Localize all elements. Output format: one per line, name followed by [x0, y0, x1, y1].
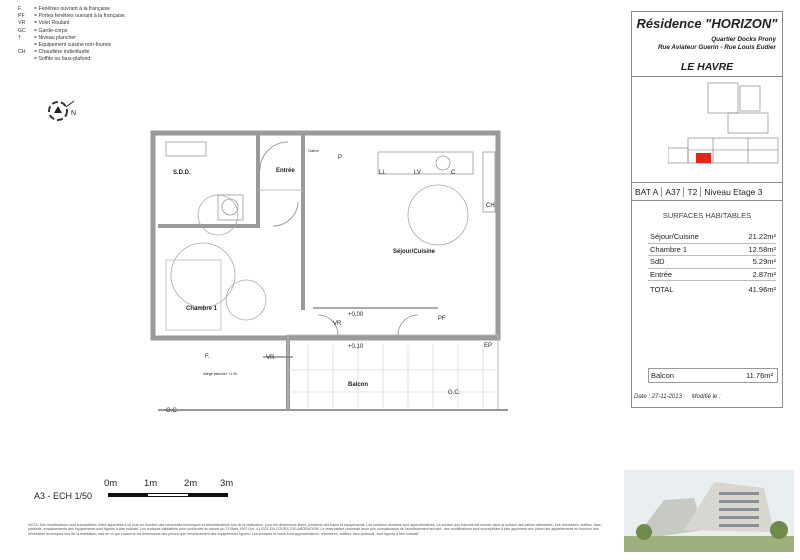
legend-item [18, 20, 208, 27]
legend-key: F. [18, 6, 23, 12]
legend-text: = Fenêtres ouvrant à la française [34, 6, 110, 12]
legend-item [18, 13, 208, 20]
label-ep: EP [484, 343, 493, 349]
surface-room: Séjour/Cuisine [650, 232, 699, 242]
legend-item [18, 28, 208, 35]
label-ll: LL [379, 170, 386, 176]
residence-title: Résidence "HORIZON" [636, 16, 778, 31]
label-vr-1: VR [333, 321, 342, 327]
scale-bar-seg-3 [188, 493, 228, 497]
room-label-entree: Entrée [276, 168, 295, 174]
svg-text:N: N [71, 110, 77, 117]
legend-text: = Chaudière individuelle [34, 49, 90, 56]
info-panel [631, 11, 783, 408]
label-p: P [338, 155, 343, 161]
surfaces-table [648, 231, 776, 281]
scale-tick-3: 3m [220, 478, 234, 489]
legend-item [18, 56, 208, 63]
total-value: 41.96m² [748, 285, 776, 295]
surface-row [648, 256, 776, 269]
legend-key: PF [18, 13, 25, 20]
compass-icon [38, 93, 82, 129]
scale-tick-0: 0m [104, 478, 118, 489]
balcony-label: Balcon [651, 371, 674, 380]
district: Quartier Docks Prony [711, 36, 776, 43]
scale-label: A3 - ECH 1/50 [34, 491, 93, 501]
surface-row [648, 269, 776, 282]
label-gc-1: G.C. [166, 408, 179, 414]
balcony-value: 11.76m² [746, 371, 773, 380]
surface-room: Chambre 1 [650, 244, 688, 254]
legend-text: = Equipement cuisine non-fournis [34, 42, 112, 49]
balcony-row [648, 368, 778, 383]
site-map-thumbnail [668, 78, 782, 182]
lot-number: A37 [661, 187, 683, 197]
scale-tick-1: 1m [144, 478, 158, 489]
room-label-balcon: Balcon [348, 382, 369, 388]
surface-row [648, 244, 776, 257]
legend-key: † [18, 34, 21, 41]
legend-key: GC [18, 27, 26, 34]
room-label-sdd: S.D.D. [173, 170, 191, 176]
scale-bar-seg-1 [108, 493, 148, 497]
legend-item [18, 35, 208, 42]
label-allege: Allège plancher +1.00 [203, 372, 237, 376]
legend-text: = Soffite ou faux-plafond [34, 56, 91, 63]
divider [632, 76, 782, 77]
surface-area: 12.58m² [748, 244, 776, 254]
surface-area: 2.87m² [752, 269, 776, 279]
modified: Modifié le : [691, 394, 721, 400]
streets: Rue Aviateur Guerin - Rue Louis Eudier [657, 44, 776, 51]
legend [18, 6, 208, 64]
label-f: F. [205, 354, 210, 360]
legend-text: = Portes fenêtres ouvrant à la française. [34, 13, 127, 20]
level: Niveau Etage 3 [700, 187, 765, 197]
legend-item [18, 49, 208, 56]
label-c: C [451, 170, 456, 176]
legend-key [18, 42, 34, 49]
label-gaine: Gaine [308, 148, 319, 153]
scale-bar-seg-2 [148, 493, 188, 497]
room-label-sejour: Séjour/Cuisine [393, 249, 436, 255]
legend-key: CH [18, 49, 26, 56]
room-label-chambre: Chambre 1 [186, 306, 218, 312]
legend-item [18, 6, 208, 13]
surface-room: SdD [650, 257, 665, 267]
lot-highlight [696, 153, 711, 163]
surface-area: 21.22m² [748, 232, 776, 242]
total-label: TOTAL [650, 285, 674, 295]
date-line [634, 394, 721, 400]
label-lv: LV [414, 170, 421, 176]
level-marker-2: +0.10 [348, 344, 364, 350]
surfaces-total [648, 284, 776, 296]
legend-text: = Volet Roulant [34, 20, 70, 27]
lot-identification [632, 184, 782, 200]
scale-tick-2: 2m [184, 478, 198, 489]
legend-key [18, 56, 34, 63]
building: BAT A [635, 187, 659, 197]
surfaces-title: SURFACES HABITABLES [662, 211, 752, 220]
divider [632, 182, 782, 183]
level-marker-1: +0.00 [348, 312, 364, 318]
city: LE HAVRE [680, 61, 734, 73]
legend-item [18, 42, 208, 49]
divider [632, 200, 782, 201]
legend-text: = Niveau plancher [34, 34, 76, 41]
label-ch: CH [486, 203, 495, 209]
label-vr-2: VR [266, 355, 275, 361]
legend-key: VR [18, 20, 26, 27]
surface-row [648, 231, 776, 244]
label-gc-2: G.C. [448, 390, 461, 396]
surface-room: Entrée [650, 269, 673, 279]
date: Date : 27-11-2013 [634, 394, 682, 400]
label-pf: PF [438, 316, 446, 322]
disclaimer-notes: NOTA: Des modifications sont susceptibles d'être apportées à ce plan en fonction des nécessités techniques et administratives lors de la réalisation, pour les dimensions libres, positions des baies et équipements. Les surfaces données sont approximatives. La surface des balcons est incluse dans la surface des pièces attenantes. Les retombées, soffites, faux-plafonds, emplacements des équipements sont figurés à titre indicatif. Les surfaces habitables sont conformes au décret du 23 Mars 1997 (Art. 4.) DCE EN COURS D'ELABORATION. Le réservataire reconnait avoir pris connaissance de l'avertissement suivant : des modifications sont susceptibles d'être apportées aux plans des appartements en fonction des nécessités techniques lors de la réalisation, tant en ce qui concerne les dimensions des pièces que l'emplacement des équipements figurés. Les surfaces et cotes sont approximatives, retombées, soffites, faux-plafonds, sont figurés à titre indicatif. [28, 523, 602, 536]
legend-text: = Garde-corps [34, 27, 68, 34]
floor-plan [148, 130, 508, 425]
apartment-type: T2 [683, 187, 700, 197]
building-render-image [624, 470, 794, 552]
surface-area: 5.29m² [752, 257, 776, 267]
